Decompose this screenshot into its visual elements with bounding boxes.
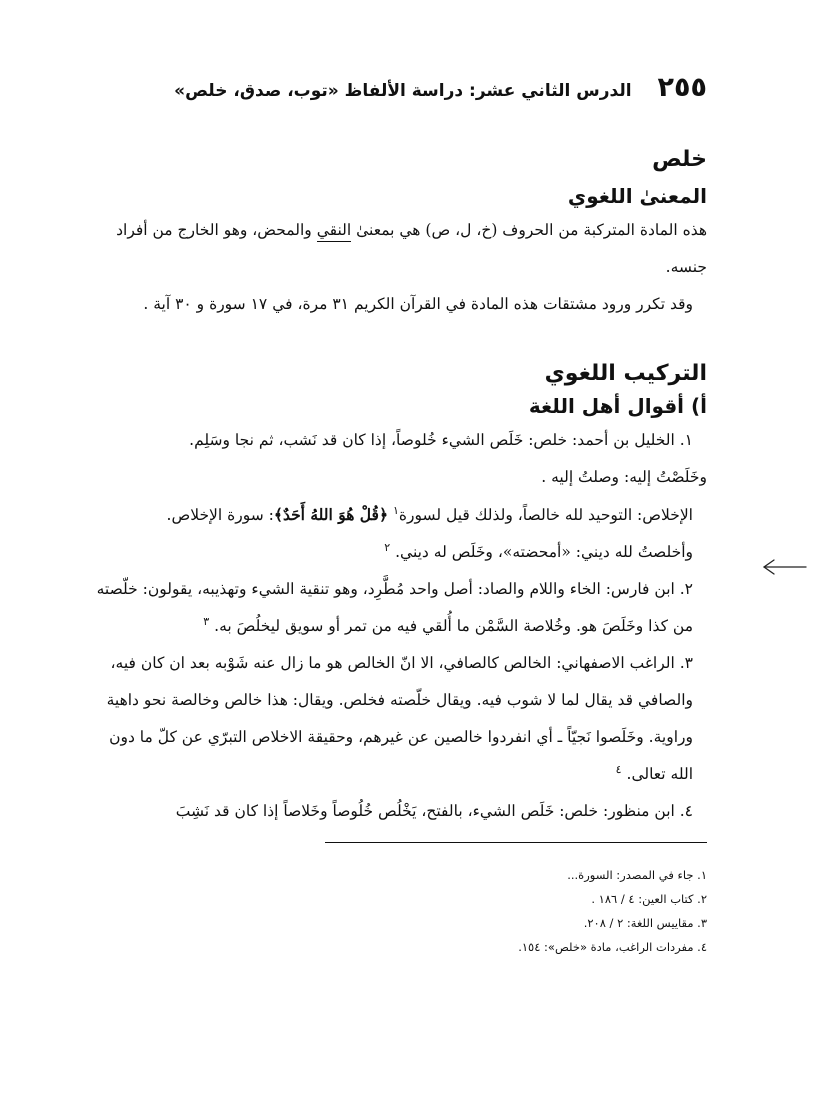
ikhlas-definition: الإخلاص: التوحيد لله خالصاً، ولذلك قيل لسورة$^١$ ﴿قُلْ هُوَ اللهُ أَحَدٌ﴾: سورة الإخلاص. bbox=[166, 503, 693, 524]
lexical-paragraph: هذه المادة المتركبة من الحروف (خ، ل، ص) هي بمعنىٰ النقي والمحض، وهو الخارج من أفراد جنسه. bbox=[116, 221, 707, 276]
structure-heading: التركيب اللغوي bbox=[544, 361, 707, 386]
khalil-line-2: وخَلَصْتُ إليه: وصلتُ إليه . bbox=[541, 468, 707, 486]
lexical-meaning-heading: المعنىٰ اللغوي bbox=[567, 184, 707, 208]
page-header bbox=[155, 72, 707, 103]
running-title: الدرس الثاني عشر: دراسة الألفاظ «توب، صدق، خلص» bbox=[174, 81, 632, 101]
akhlastu-line: وأخلصتُ لله ديني: «أمحضته»، وخَلَص له ديني. $^٢$ bbox=[384, 540, 693, 561]
footnote-ref-3: ٣ bbox=[203, 614, 210, 628]
entry-word: خلص bbox=[652, 147, 707, 172]
underlined-word: النقي bbox=[317, 221, 351, 242]
raghib-paragraph: ٣. الراغب الاصفهاني: الخالص كالصافي، الا انّ الخالص هو ما زال عنه شَوْبه بعد ان كان فيه، والصافي قد يقال لما لا شوب فيه. ويقال خلّصته فخلص. ويقال: هذا خالص وخالصة نحو داهية وراوية. وخَلَصوا نَجيّاً ـ أي انفردوا خالصين عن غيرهم، وحقيقة الاخلاص التبرّي عن كلّ ما دون الله تعالى. $^٤$ bbox=[106, 654, 693, 783]
ibn-faris-paragraph: ٢. ابن فارس: الخاء واللام والصاد: أصل واحد مُطَّرِد، وهو تنقية الشيء وتهذيبه، يقولون: خلّصته من كذا وخَلَصَ هو. وخُلاصة السَّمْن ما أُلقي فيه من تمر أو سويق ليخلُصَ به. $^٣$ bbox=[96, 580, 693, 635]
footnote-1: ١. جاء في المصدر: السورة... bbox=[567, 868, 707, 882]
footnote-4: ٤. مفردات الراغب، مادة «خلص»: ١٥٤. bbox=[518, 940, 707, 954]
footnote-ref-1: ١ bbox=[392, 503, 399, 517]
quran-verse: ﴿قُلْ هُوَ اللهُ أَحَدٌ﴾ bbox=[273, 505, 389, 524]
handwritten-arrow-icon bbox=[760, 556, 808, 578]
footnote-3: ٣. مقاييس اللغة: ٢ / ٢٠٨. bbox=[583, 916, 707, 930]
footnote-2: ٢. كتاب العين: ٤ / ١٨٦ . bbox=[591, 892, 707, 906]
lexicographers-heading: أ) أقوال أهل اللغة bbox=[528, 394, 707, 418]
footnotes bbox=[95, 863, 707, 959]
book-page bbox=[95, 72, 707, 959]
occurrence-paragraph: وقد تكرر ورود مشتقات هذه المادة في القرآن الكريم ٣١ مرة، في ١٧ سورة و ٣٠ آية . bbox=[143, 295, 693, 313]
page-number: ٢٥٥ bbox=[657, 72, 707, 103]
footnote-separator bbox=[325, 842, 707, 843]
ibn-manzur-paragraph: ٤. ابن منظور: خلص: خَلَص الشيء، بالفتح، يَخْلُص خُلُوصاً وخَلاصاً إذا كان قد نَشِبَ bbox=[175, 802, 693, 820]
footnote-ref-2: ٢ bbox=[384, 540, 391, 554]
footnote-ref-4: ٤ bbox=[615, 762, 622, 776]
khalil-paragraph: ١. الخليل بن أحمد: خلص: خَلَص الشيء خُلوصاً، إذا كان قد نَشب، ثم نجا وسَلِم. bbox=[189, 431, 693, 449]
